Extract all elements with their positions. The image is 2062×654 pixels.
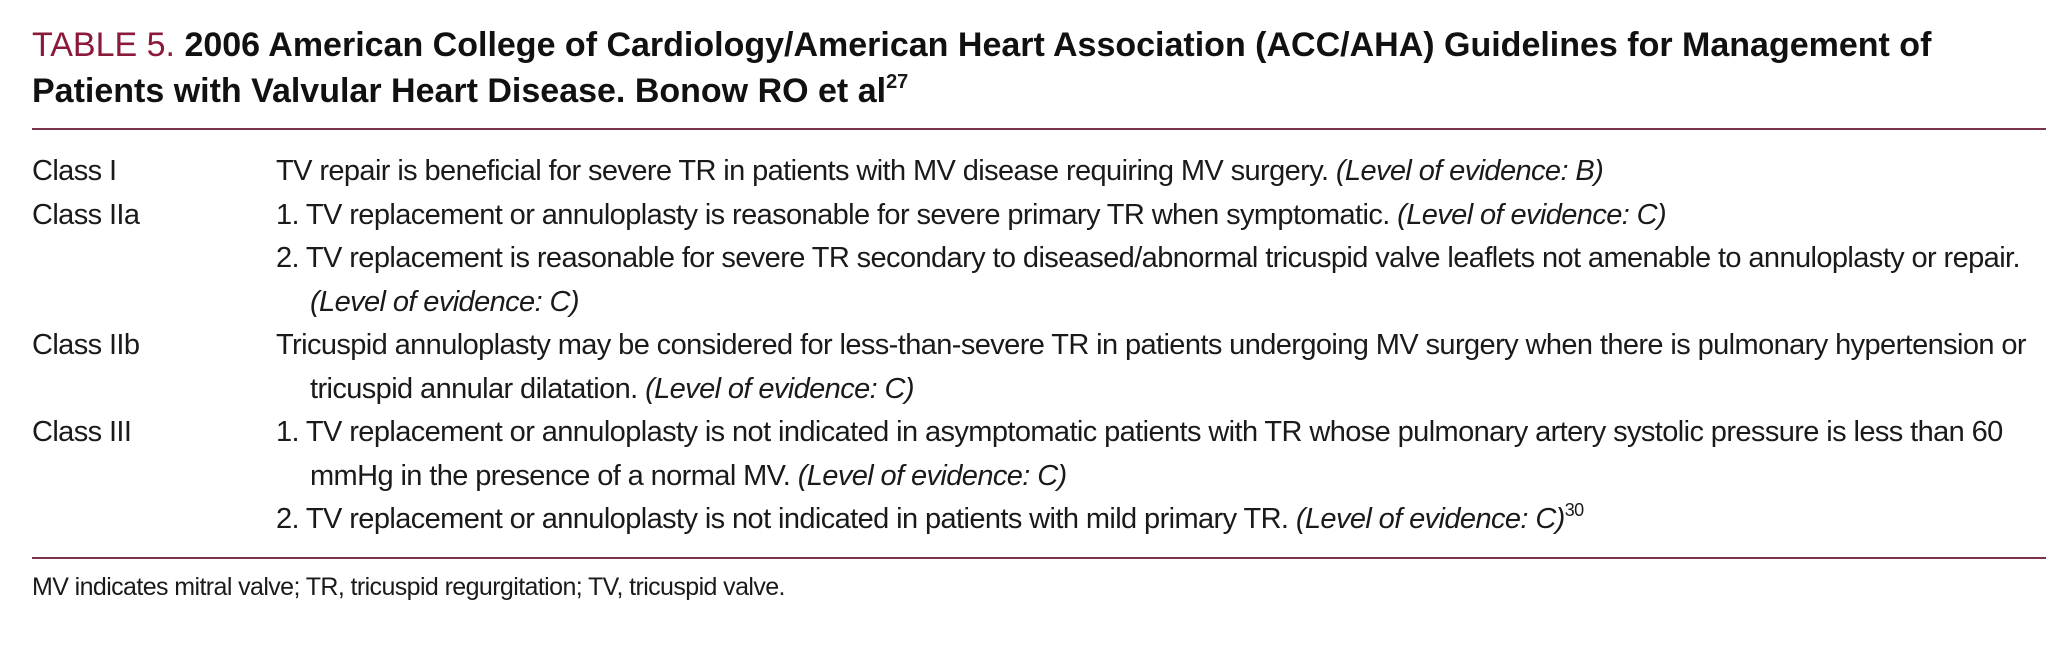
recommendation-text: TV repair is beneficial for severe TR in patients with MV disease requiring MV surgery. [276, 155, 1329, 187]
table-footnote: MV indicates mitral valve; TR, tricuspid regurgitation; TV, tricuspid valve. [32, 573, 785, 601]
recommendation-text: 2. TV replacement or annuloplasty is not indicated in patients with mild primary TR. [276, 503, 1289, 535]
evidence-level: (Level of evidence: C) [1295, 503, 1565, 535]
recommendation [276, 324, 2032, 411]
class-label: Class IIb [32, 329, 140, 361]
evidence-level: (Level of evidence: C) [797, 459, 1067, 492]
table-row [32, 324, 2032, 411]
recommendation-text: 1. TV replacement or annuloplasty is reasonable for severe primary TR when symptomatic. [276, 198, 1390, 231]
top-rule [32, 128, 2046, 130]
recommendation-text: Tricuspid annuloplasty may be considered for less-than-severe TR in patients undergoing MV surgery when there is pulmonary hypertension or tricuspid annular dilatation. [276, 329, 2026, 405]
bottom-rule [32, 557, 2046, 559]
recommendation [276, 194, 2032, 238]
class-label: Class III [32, 416, 132, 448]
guideline-table [32, 150, 2032, 542]
recommendation [276, 498, 2032, 542]
evidence-level: (Level of evidence: C) [645, 372, 914, 405]
title-reference: 27 [886, 71, 909, 93]
evidence-level: (Level of evidence: B) [1335, 155, 1604, 187]
recommendation [276, 237, 2032, 324]
table-row [32, 411, 2032, 542]
class-label: Class I [32, 155, 117, 187]
recommendation [276, 411, 2032, 498]
class-label: Class IIa [32, 198, 140, 231]
evidence-level: (Level of evidence: C) [310, 285, 579, 318]
recommendation-cell [276, 194, 2032, 325]
recommendation [276, 150, 2032, 194]
table-row [32, 150, 2032, 194]
table-label: TABLE 5. [32, 26, 175, 64]
recommendation-cell [276, 411, 2032, 542]
table-caption [32, 22, 2012, 114]
recommendation-text: 2. TV replacement is reasonable for severe TR secondary to diseased/abnormal tricuspid valve leaflets not amenable to annuloplasty or repair. [276, 242, 2020, 274]
recommendation-cell [276, 150, 2032, 194]
recommendation-text: 1. TV replacement or annuloplasty is not indicated in asymptomatic patients with TR whose pulmonary artery systolic pressure is less than 60 mmHg in the presence of a normal MV. [276, 416, 2003, 492]
table-row [32, 194, 2032, 325]
recommendation-cell [276, 324, 2032, 411]
table-title: 2006 American College of Cardiology/American Heart Association (ACC/AHA) Guidelines for Management of Patients with Valvular Heart Disease. Bonow RO et al [32, 26, 1932, 110]
evidence-level: (Level of evidence: C) [1397, 198, 1667, 231]
evidence-reference: 30 [1564, 500, 1584, 520]
